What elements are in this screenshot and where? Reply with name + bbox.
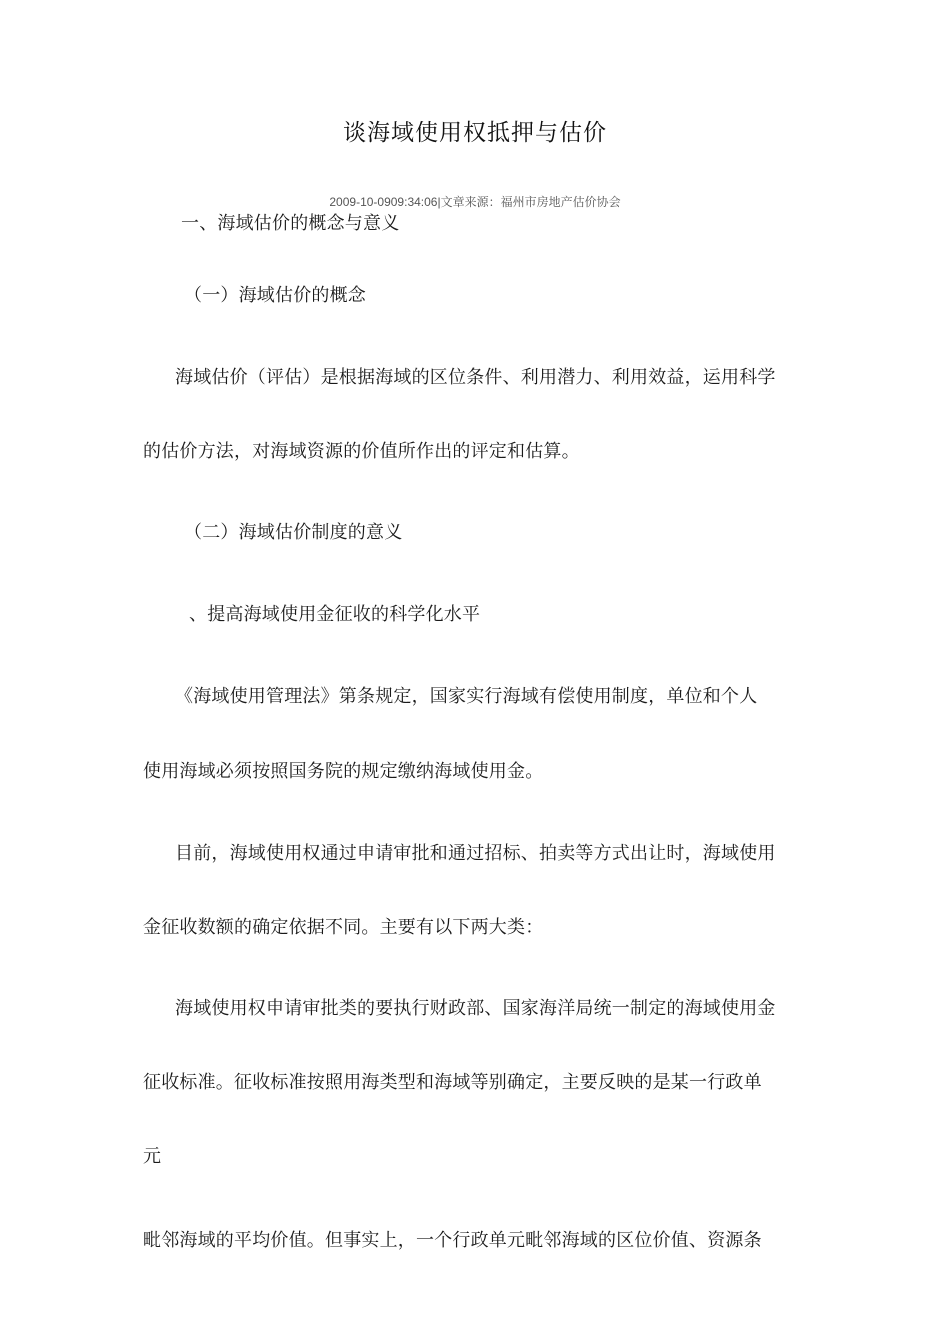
paragraph-line: 征收标准。征收标准按照用海类型和海域等别确定，主要反映的是某一行政单 [143, 1072, 762, 1093]
article-meta [0, 194, 950, 210]
paragraph-line: 的估价方法，对海域资源的价值所作出的评定和估算。 [143, 441, 580, 462]
article-source: 文章来源：福州市房地产估价协会 [440, 195, 621, 209]
paragraph-line: 金征收数额的确定依据不同。主要有以下两大类： [143, 917, 544, 938]
subsection-heading: （二）海域估价制度的意义 [184, 522, 403, 543]
section-heading: 一、海域估价的概念与意义 [181, 213, 400, 234]
paragraph-line: 使用海域必须按照国务院的规定缴纳海域使用金。 [143, 761, 544, 782]
paragraph-line: 海域估价（评估）是根据海域的区位条件、利用潜力、利用效益，运用科学 [175, 367, 776, 388]
subsection-heading: （一）海域估价的概念 [184, 285, 366, 306]
article-title: 谈海域使用权抵押与估价 [343, 120, 607, 146]
item-heading: 、提高海域使用金征收的科学化水平 [189, 604, 481, 625]
paragraph-line: 《海域使用管理法》第条规定，国家实行海域有偿使用制度，单位和个人 [175, 686, 758, 707]
paragraph-line: 海域使用权申请审批类的要执行财政部、国家海洋局统一制定的海域使用金 [175, 998, 776, 1019]
paragraph-line: 毗邻海域的平均价值。但事实上，一个行政单元毗邻海域的区位价值、资源条 [143, 1230, 762, 1251]
paragraph-line: 目前，海域使用权通过申请审批和通过招标、拍卖等方式出让时，海域使用 [175, 843, 776, 864]
paragraph-line: 元 [143, 1146, 162, 1167]
publish-date: 2009-10-0909:34:06| [329, 195, 441, 209]
